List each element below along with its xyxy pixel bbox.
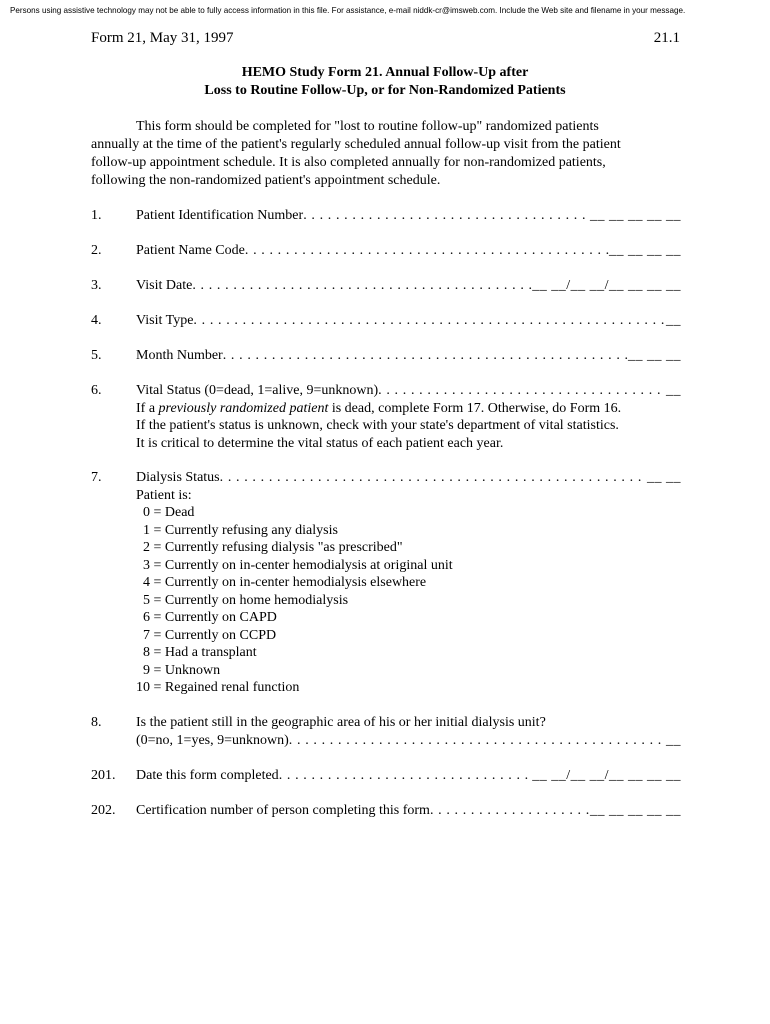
visit-type-field[interactable]: __ bbox=[666, 313, 681, 328]
item-number: 1. bbox=[91, 208, 102, 223]
intro-paragraph bbox=[91, 118, 681, 190]
leader-dots bbox=[430, 802, 590, 820]
item-question: Is the patient still in the geographic area of his or her initial dialysis unit? bbox=[136, 715, 546, 730]
item-label: Visit Type bbox=[136, 313, 194, 328]
dialysis-option: 5 = Currently on home hemodialysis bbox=[143, 592, 349, 608]
geographic-area-field[interactable]: __ bbox=[666, 732, 681, 748]
vital-status-instruction: If the patient's status is unknown, check with your state's department of vital statistics. bbox=[136, 418, 619, 433]
certification-number-field[interactable]: __ __ __ __ __ bbox=[590, 803, 681, 818]
instruction-text: is dead, complete Form 17. Otherwise, do Form 16. bbox=[328, 400, 622, 416]
dialysis-option: 6 = Currently on CAPD bbox=[143, 610, 277, 625]
form-header-page-number: 21.1 bbox=[653, 30, 680, 46]
item-label: Vital Status (0=dead, 1=alive, 9=unknown) bbox=[136, 383, 379, 398]
dialysis-option: 9 = Unknown bbox=[143, 662, 221, 678]
intro-line: annually at the time of the patient's regularly scheduled annual follow-up visit from the patient bbox=[91, 137, 621, 152]
item-label: Patient Identification Number bbox=[136, 208, 304, 223]
item-label: (0=no, 1=yes, 9=unknown) bbox=[136, 732, 289, 748]
item-label: Month Number bbox=[136, 348, 223, 363]
leader-dots bbox=[192, 277, 532, 295]
intro-line: following the non-randomized patient's appointment schedule. bbox=[91, 173, 441, 188]
form-title-line1: HEMO Study Form 21. Annual Follow-Up after bbox=[241, 65, 529, 80]
item-number: 2. bbox=[91, 243, 102, 258]
dialysis-option: 10 = Regained renal function bbox=[136, 680, 300, 695]
patient-name-code-field[interactable]: __ __ __ __ bbox=[609, 243, 681, 258]
vital-status-instruction: It is critical to determine the vital status of each patient each year. bbox=[136, 435, 504, 451]
item-label: Date this form completed bbox=[136, 768, 279, 783]
patient-id-field[interactable]: __ __ __ __ __ bbox=[590, 208, 681, 223]
item-label: Patient Name Code bbox=[136, 243, 245, 258]
item-number: 7. bbox=[91, 470, 102, 485]
item-number: 6. bbox=[91, 383, 102, 398]
dialysis-option: 2 = Currently refusing dialysis "as prescribed" bbox=[143, 540, 403, 555]
dialysis-option: 1 = Currently refusing any dialysis bbox=[143, 522, 338, 538]
vital-status-field[interactable]: __ bbox=[666, 383, 681, 398]
instruction-text: If a bbox=[136, 400, 159, 416]
item-number: 4. bbox=[91, 313, 102, 328]
form-header-left: Form 21, May 31, 1997 bbox=[91, 30, 234, 46]
leader-dots bbox=[279, 767, 533, 785]
intro-line: follow-up appointment schedule. It is also completed annually for non-randomized patients, bbox=[91, 155, 606, 170]
item-number: 3. bbox=[91, 278, 102, 293]
visit-date-field[interactable]: __ __/__ __/__ __ __ __ bbox=[532, 278, 681, 293]
form-title-line2: Loss to Routine Follow-Up, or for Non-Randomized Patients bbox=[204, 82, 566, 98]
instruction-emphasis: previously randomized patient bbox=[158, 400, 329, 416]
item-number: 201. bbox=[91, 768, 116, 783]
date-completed-field[interactable]: __ __/__ __/__ __ __ __ bbox=[532, 768, 681, 783]
leader-dots bbox=[245, 242, 609, 260]
item-label: Dialysis Status bbox=[136, 470, 220, 485]
patient-is-label: Patient is: bbox=[136, 487, 192, 503]
leader-dots bbox=[289, 732, 666, 750]
month-number-field[interactable]: __ __ __ bbox=[628, 348, 681, 363]
item-number: 8. bbox=[91, 715, 102, 730]
accessibility-notice: Persons using assistive technology may not be able to fully access information in this file. For assistance, e-mail niddk-cr@imsweb.com. Include the Web site and filename in your message. bbox=[10, 6, 686, 15]
leader-dots bbox=[193, 312, 666, 330]
dialysis-option: 7 = Currently on CCPD bbox=[143, 627, 277, 643]
item-label: Certification number of person completing this form bbox=[136, 803, 430, 818]
item-number: 202. bbox=[91, 803, 116, 818]
leader-dots bbox=[303, 207, 590, 225]
dialysis-option: 4 = Currently on in-center hemodialysis elsewhere bbox=[143, 575, 427, 590]
item-label: Visit Date bbox=[136, 278, 193, 293]
dialysis-option: 0 = Dead bbox=[143, 505, 195, 520]
leader-dots bbox=[223, 347, 628, 365]
leader-dots bbox=[378, 382, 666, 400]
item-number: 5. bbox=[91, 348, 102, 363]
intro-line: This form should be completed for "lost to routine follow-up" randomized patients bbox=[136, 119, 599, 134]
dialysis-option: 8 = Had a transplant bbox=[143, 645, 257, 660]
vital-status-instruction bbox=[136, 400, 681, 418]
leader-dots bbox=[220, 469, 647, 487]
dialysis-option: 3 = Currently on in-center hemodialysis at original unit bbox=[143, 557, 453, 573]
dialysis-status-field[interactable]: __ __ bbox=[647, 470, 681, 485]
form-title bbox=[0, 64, 770, 99]
